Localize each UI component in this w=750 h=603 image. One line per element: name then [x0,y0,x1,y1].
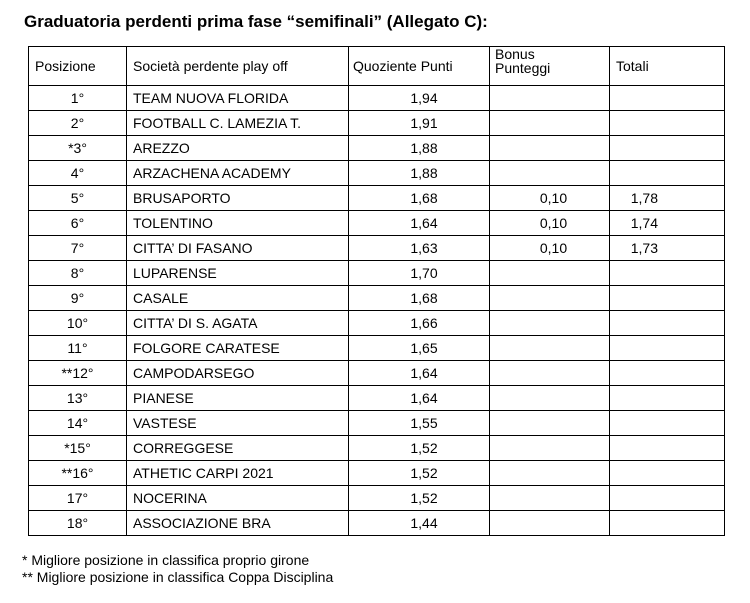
cell-totale [610,461,725,486]
cell-societa: VASTESE [127,411,349,436]
header-bonus [490,47,610,86]
cell-posizione: 11° [29,336,127,361]
cell-societa: FOLGORE CARATESE [127,336,349,361]
footnote-2: ** Migliore posizione in classifica Coppa Disciplina [22,569,334,585]
cell-posizione: 4° [29,161,127,186]
cell-posizione: 2° [29,111,127,136]
cell-bonus [490,336,610,361]
cell-societa: CORREGGESE [127,436,349,461]
cell-societa: TEAM NUOVA FLORIDA [127,86,349,111]
cell-quoziente: 1,70 [349,261,490,286]
cell-totale: 1,73 [610,236,725,261]
cell-bonus [490,311,610,336]
cell-posizione: 14° [29,411,127,436]
cell-posizione: 8° [29,261,127,286]
table-row [29,261,725,286]
cell-societa: LUPARENSE [127,261,349,286]
cell-quoziente: 1,64 [349,386,490,411]
cell-totale [610,111,725,136]
cell-bonus [490,511,610,536]
table-row [29,111,725,136]
table-row [29,186,725,211]
cell-totale [610,336,725,361]
cell-totale [610,261,725,286]
table-row [29,436,725,461]
cell-posizione: 1° [29,86,127,111]
cell-quoziente: 1,52 [349,436,490,461]
cell-quoziente: 1,68 [349,286,490,311]
cell-totale [610,161,725,186]
cell-quoziente: 1,88 [349,136,490,161]
cell-quoziente: 1,44 [349,511,490,536]
cell-quoziente: 1,66 [349,311,490,336]
cell-posizione: 9° [29,286,127,311]
cell-totale: 1,78 [610,186,725,211]
table-row [29,336,725,361]
cell-posizione: 17° [29,486,127,511]
table-row [29,386,725,411]
cell-quoziente: 1,55 [349,411,490,436]
table-row [29,486,725,511]
cell-societa: NOCERINA [127,486,349,511]
cell-bonus [490,361,610,386]
cell-societa: AREZZO [127,136,349,161]
header-societa: Società perdente play off [127,47,349,86]
cell-quoziente: 1,63 [349,236,490,261]
cell-posizione: 10° [29,311,127,336]
cell-societa: CAMPODARSEGO [127,361,349,386]
cell-totale [610,511,725,536]
table-row [29,211,725,236]
cell-totale [610,411,725,436]
cell-societa: TOLENTINO [127,211,349,236]
table-row [29,161,725,186]
cell-societa: ARZACHENA ACADEMY [127,161,349,186]
footnotes [22,552,333,586]
cell-bonus: 0,10 [490,186,610,211]
cell-quoziente: 1,65 [349,336,490,361]
cell-quoziente: 1,91 [349,111,490,136]
cell-societa: FOOTBALL C. LAMEZIA T. [127,111,349,136]
cell-posizione: **16° [29,461,127,486]
cell-totale [610,311,725,336]
cell-bonus [490,111,610,136]
cell-societa: ASSOCIAZIONE BRA [127,511,349,536]
cell-quoziente: 1,64 [349,211,490,236]
cell-totale [610,286,725,311]
header-quoziente: Quoziente Punti [349,47,490,86]
cell-quoziente: 1,52 [349,461,490,486]
cell-totale [610,486,725,511]
table-header-row [29,47,725,86]
cell-bonus: 0,10 [490,211,610,236]
table-row [29,361,725,386]
header-bonus-line1: Bonus [495,46,535,62]
footnote-1: * Migliore posizione in classifica proprio girone [22,552,310,568]
cell-totale [610,436,725,461]
cell-totale: 1,74 [610,211,725,236]
cell-posizione: *3° [29,136,127,161]
table-row [29,411,725,436]
table-row [29,311,725,336]
cell-bonus [490,261,610,286]
page-title: Graduatoria perdenti prima fase “semifinali” (Allegato C): [24,12,488,31]
cell-quoziente: 1,64 [349,361,490,386]
table-row [29,236,725,261]
cell-posizione: 7° [29,236,127,261]
cell-bonus: 0,10 [490,236,610,261]
cell-bonus [490,86,610,111]
table-row [29,86,725,111]
cell-totale [610,136,725,161]
cell-posizione: 5° [29,186,127,211]
cell-posizione: 18° [29,511,127,536]
cell-bonus [490,461,610,486]
ranking-table [28,46,725,536]
table-row [29,286,725,311]
cell-totale [610,361,725,386]
cell-bonus [490,286,610,311]
header-totali: Totali [610,47,725,86]
table-row [29,461,725,486]
cell-posizione: **12° [29,361,127,386]
cell-bonus [490,486,610,511]
cell-societa: PIANESE [127,386,349,411]
cell-quoziente: 1,88 [349,161,490,186]
cell-posizione: 6° [29,211,127,236]
cell-bonus [490,386,610,411]
cell-quoziente: 1,94 [349,86,490,111]
cell-societa: CITTA’ DI FASANO [127,236,349,261]
cell-bonus [490,161,610,186]
cell-societa: ATHETIC CARPI 2021 [127,461,349,486]
cell-societa: BRUSAPORTO [127,186,349,211]
cell-totale [610,86,725,111]
cell-societa: CITTA’ DI S. AGATA [127,311,349,336]
cell-quoziente: 1,68 [349,186,490,211]
cell-posizione: *15° [29,436,127,461]
table-row [29,136,725,161]
cell-bonus [490,436,610,461]
cell-societa: CASALE [127,286,349,311]
cell-bonus [490,411,610,436]
table-row [29,511,725,536]
cell-bonus [490,136,610,161]
header-posizione: Posizione [29,47,127,86]
cell-posizione: 13° [29,386,127,411]
cell-quoziente: 1,52 [349,486,490,511]
cell-totale [610,386,725,411]
header-bonus-line2: Punteggi [495,60,551,76]
